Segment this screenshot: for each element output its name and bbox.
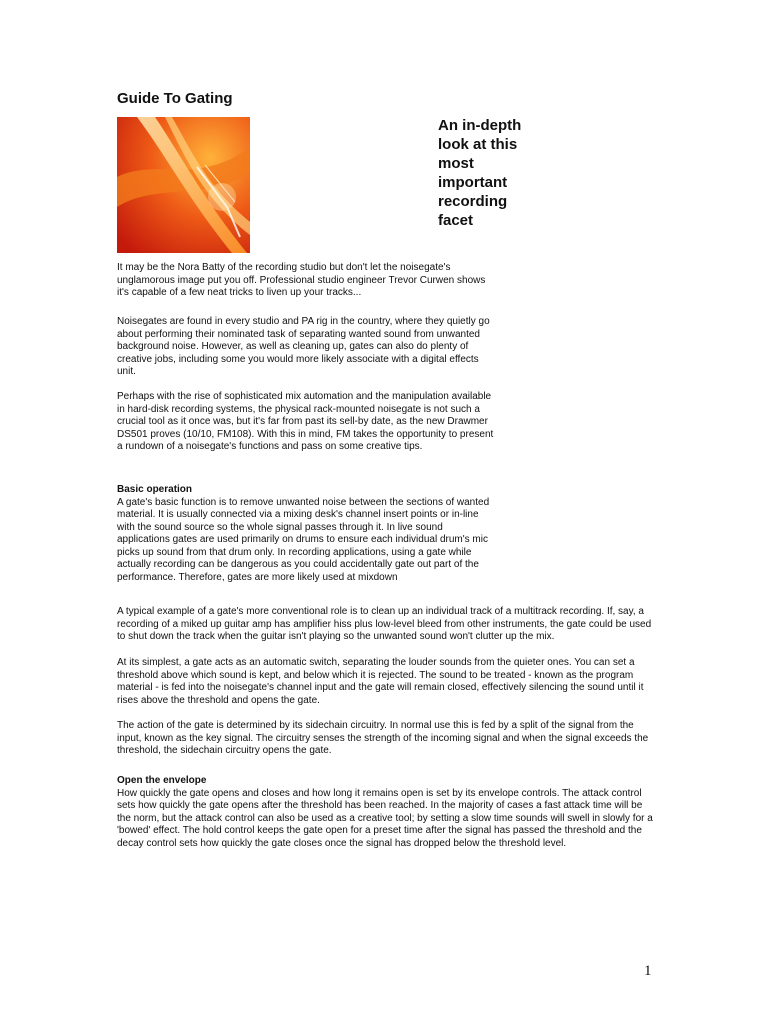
page-number: 1: [644, 963, 652, 979]
section-heading: Open the envelope: [117, 775, 207, 786]
paragraph: A typical example of a gate's more conventional role is to clean up an individual track of a multitrack recording. If, say, a recording of a miked up guitar amp has amplifier hiss plus low-level bleed from other instruments, the gate could be used to shut down the track when the guitar isn't playing so the unwanted sound won't clutter up the mix.: [117, 606, 652, 642]
paragraph: At its simplest, a gate acts as an automatic switch, separating the louder sounds from the quieter ones. You can set a threshold above which sound is kept, and below which it is rejected. The sound to be treated - known as the program material - is fed into the noisegate's channel input and the gate will remain closed, effectively silencing the sound until it rises above the threshold and opens the gate.: [117, 657, 644, 706]
section-open-the-envelope: [117, 775, 657, 850]
section-text: A gate's basic function is to remove unwanted noise between the sections of wanted material. It is usually connected via a mixing desk's channel insert points or in-line with the sound source so the whole signal passes through it. In live sound applications gates are used primarily on drums to ensure each individual drum's mic picks up sound from that drum only. In recording applications, using a gate while actually recording can be dangerous as you could accidentally gate out part of the performance. Therefore, gates are more likely used at mixdown: [117, 496, 490, 583]
paragraph: Noisegates are found in every studio and PA rig in the country, where they quietly go about performing their nominated task of separating wanted sound from unwanted background noise. However, as well as cleaning up, gates can also do plenty of creative jobs, including some you would more likely associate with a digital effects unit.: [117, 316, 490, 377]
section-heading: Basic operation: [117, 484, 193, 495]
intro-paragraph: It may be the Nora Batty of the recording studio but don't let the noisegate's unglamorous image put you off. Professional studio engineer Trevor Curwen shows it's capable of a few neat tricks to liven up your tracks...: [117, 262, 486, 298]
page-title: Guide To Gating: [117, 90, 233, 107]
section-basic-operation: [117, 484, 497, 584]
paragraph: The action of the gate is determined by its sidechain circuitry. In normal use this is fed by a split of the signal from the input, known as the key signal. The circuitry senses the strength of the incoming signal and when the signal exceeds the threshold, the sidechain circuitry opens the gate.: [117, 720, 649, 756]
paragraph: Perhaps with the rise of sophisticated mix automation and the manipulation available in hard-disk recording systems, the physical rack-mounted noisegate is not such a crucial tool as it once was, but it's far from past its sell-by date, as the new Drawmer DS501 proves (10/10, FM108). With this in mind, FM takes the opportunity to present a rundown of a noisegate's functions and pass on some creative tips.: [117, 391, 494, 452]
section-text: How quickly the gate opens and closes and how long it remains open is set by its envelope controls. The attack control sets how quickly the gate opens after the threshold has been reached. In the majority of cases a fast attack time will be the norm, but the attack control can also be used as a creative tool; by setting a slow time sounds will swell in slowly for a 'bowed' effect. The hold control keeps the gate open for a preset time after the signal has passed the threshold and the decay control sets how quickly the gate closes once the signal has dropped below the threshold level.: [117, 787, 653, 849]
header-image: [117, 117, 250, 253]
article-subtitle: An in-depth look at this most important recording facet: [438, 117, 522, 229]
